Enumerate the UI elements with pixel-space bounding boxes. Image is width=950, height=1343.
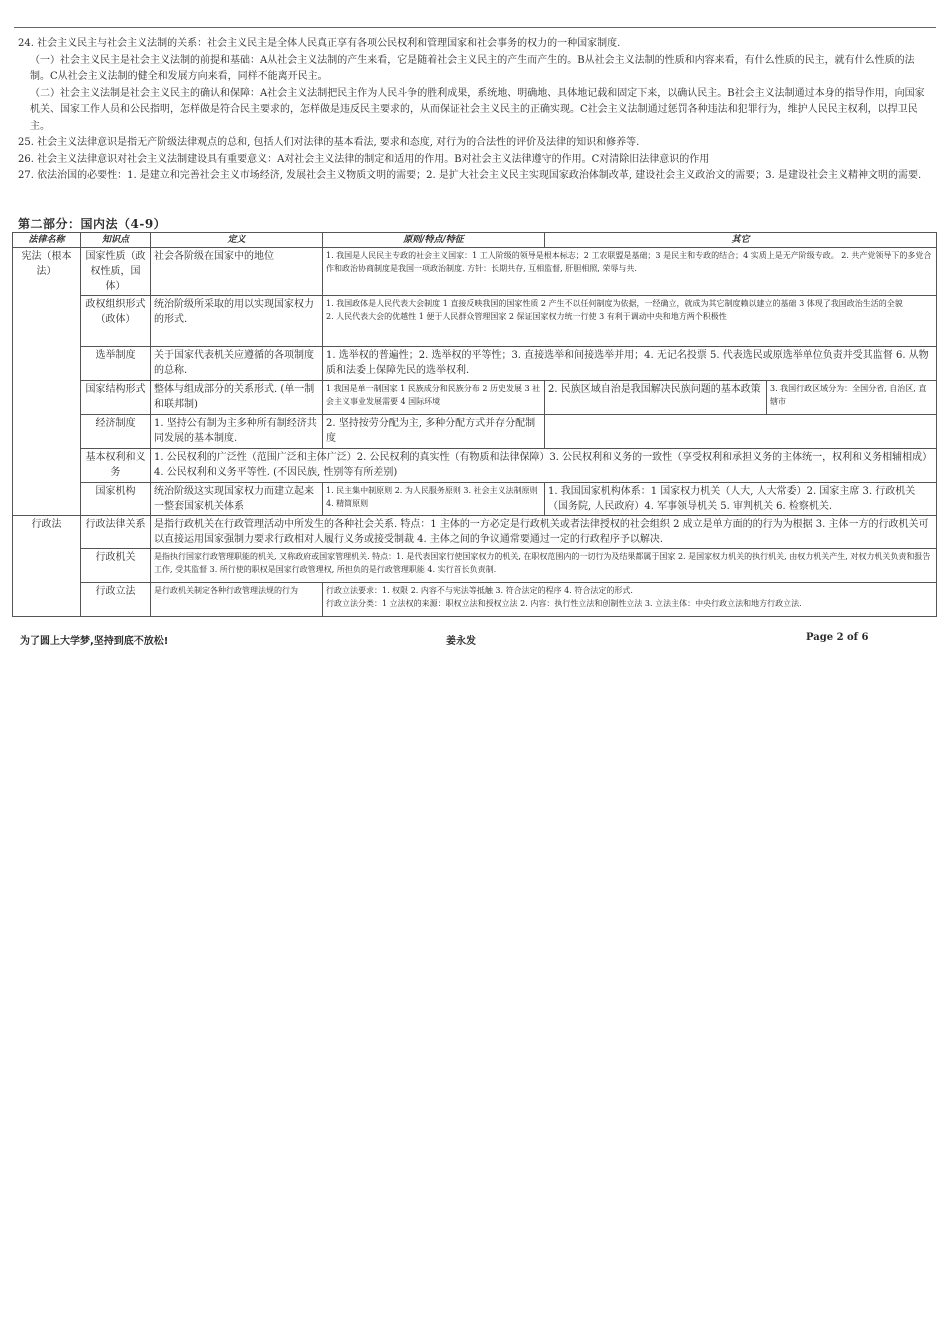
- detail-cell: 2. 民族区域自治是我国解决民族问题的基本政策: [545, 381, 767, 415]
- table-header-row: [13, 233, 937, 248]
- header-topic: 知识点: [81, 233, 151, 248]
- detail-line: 2. 人民代表大会的优越性 1 便于人民群众管理国家 2 保证国家权力统一行使 3 有利于调动中央和地方两个积极性: [326, 312, 727, 321]
- detail-cell: [323, 296, 937, 347]
- table-row: [13, 296, 937, 347]
- footer-author: 姜永发: [446, 636, 476, 647]
- table-row: [13, 248, 937, 296]
- table-row: [13, 415, 937, 449]
- paragraph-24: 24. 社会主义民主与社会主义法制的关系：社会主义民主是全体人民真正享有各项公民权利和管理国家和社会事务的权力的一种国家制度.: [18, 38, 621, 49]
- law-name-administrative: 行政法: [13, 516, 81, 617]
- paragraph-25: 25. 社会主义法律意识是指无产阶级法律观点的总和, 包括人们对法律的基本看法, 要求和态度, 对行为的合法性的评价及法律的知识和修养等.: [18, 137, 640, 148]
- paragraph-26: 26. 社会主义法律意识对社会主义法制建设具有重要意义：A对社会主义法律的制定和适用的作用。B对社会主义法律遵守的作用。C对清除旧法律意识的作用: [18, 153, 710, 165]
- topic-cell: 基本权利和义务: [81, 449, 151, 483]
- definition-cell: 统治阶级这实现国家权力而建立起来一整套国家机关体系: [151, 483, 323, 516]
- detail-cell: 3. 我国行政区域分为：全国分省, 自治区, 直辖市: [767, 381, 937, 415]
- footer-page-number: Page 2 of 6: [806, 632, 869, 643]
- header-rule: [14, 27, 936, 28]
- detail-cell: 1. 我国是人民民主专政的社会主义国家：1 工人阶级的领导是根本标志；2 工农联盟是基础；3 是民主和专政的结合；4 实质上是无产阶级专政。 2. 共产党领导下的多党合作和政治协商制度是我国一项政治制度. 方针：长期共存, 互相监督, 肝胆相照, 荣辱与共.: [323, 248, 937, 296]
- topic-cell: 经济制度: [81, 415, 151, 449]
- definition-cell: 整体与组成部分的关系形式. (单一制和联邦制): [151, 381, 323, 415]
- detail-cell: 1. 公民权利的广泛性（范围广泛和主体广泛）2. 公民权利的真实性（有物质和法律保障）3. 公民权利和义务的一致性（享受权利和承担义务的主体统一，权利和义务相辅相成）4. 公民权利和义务平等性. (不因民族, 性别等有所差别): [151, 449, 937, 483]
- table-row: [13, 381, 937, 415]
- table-row: [13, 449, 937, 483]
- paragraph-24b: （二）社会主义法制是社会主义民主的确认和保障：A社会主义法制把民主作为人民斗争的胜利成果，系统地、明确地、具体地记载和固定下来，以确认民主。B社会主义法制通过本身的指导作用，向国家机关、国家工作人员和公民指明，怎样做是符合民主要求的，怎样做是违反民主要求的，从而保证社会主义民主的正确实现。C社会主义法制通过惩罚各种违法和犯罪行为，维护人民民主权利，以捍卫民主。: [30, 87, 925, 132]
- topic-cell: 行政机关: [81, 549, 151, 583]
- detail-cell: 1. 民主集中制原则 2. 为人民服务原则 3. 社会主义法制原则 4. 精简原则: [323, 483, 545, 516]
- table-row: [13, 583, 937, 617]
- detail-line: 行政立法分类：1 立法权的来源：职权立法和授权立法 2. 内容：执行性立法和创制性立法 3. 立法主体：中央行政立法和地方行政立法.: [326, 599, 802, 608]
- detail-cell: 1 我国是单一制国家 1 民族成分和民族分布 2 历史发展 3 社会主义事业发展需要 4 国际环境: [323, 381, 545, 415]
- paragraph-27: 27. 依法治国的必要性：1. 是建立和完善社会主义市场经济, 发展社会主义物质文明的需要；2. 是扩大社会主义民主实现国家政治体制改革, 建设社会主义政治文的需要；3. 是建设社会主义精神文明的需要.: [18, 170, 922, 181]
- topic-cell: 选举制度: [81, 347, 151, 381]
- section-title: 第二部分：国内法（4-9）: [18, 217, 167, 231]
- definition-cell: 关于国家代表机关应遵循的各项制度的总称.: [151, 347, 323, 381]
- detail-cell: [323, 583, 937, 617]
- table-row: [13, 483, 937, 516]
- detail-cell: 2. 坚持按劳分配为主, 多种分配方式并存分配制度: [323, 415, 545, 449]
- header-other: 其它: [545, 233, 937, 248]
- topic-cell: 国家性质（政权性质，国体）: [81, 248, 151, 296]
- definition-cell: 社会各阶级在国家中的地位: [151, 248, 323, 296]
- table-row: [13, 347, 937, 381]
- detail-line: 1. 我国政体是人民代表大会制度 1 直接反映我国的国家性质 2 产生不以任何制度为依据，一经确立，就成为其它制度赖以建立的基础 3 体现了我国政治生活的全貌: [326, 299, 903, 308]
- header-principles: 原则/特点/特征: [323, 233, 545, 248]
- detail-line: 行政立法要求：1. 权限 2. 内容不与宪法等抵触 3. 符合法定的程序 4. 符合法定的形式.: [326, 586, 633, 595]
- topic-cell: 国家结构形式: [81, 381, 151, 415]
- definition-cell: 1. 坚持公有制为主多种所有制经济共同发展的基本制度.: [151, 415, 323, 449]
- detail-cell: 1. 我国国家机构体系：1 国家权力机关（人大, 人大常委）2. 国家主席 3. 行政机关（国务院, 人民政府）4. 军事领导机关 5. 审判机关 6. 检察机关.: [545, 483, 937, 516]
- table-row: [13, 549, 937, 583]
- law-name-constitution: 宪法（根本法）: [13, 248, 81, 516]
- detail-cell: 1. 选举权的普遍性；2. 选举权的平等性；3. 直接选举和间接选举并用；4. 无记名投票 5. 代表选民或原选举单位负责并受其监督 6. 从物质和法委上保障先民的选举权利.: [323, 347, 937, 381]
- text-section: [18, 36, 934, 185]
- definition-cell: 是行政机关制定各种行政管理法规的行为: [151, 583, 323, 617]
- detail-cell: 是指行政机关在行政管理活动中所发生的各种社会关系. 特点：1 主体的一方必定是行政机关或者法律授权的社会组织 2 成立是单方面的的行为为根据 3. 主体一方的行政机关可以直接运用国家强制力要求行政相对人履行义务或接受制裁 4. 主体之间的争议通常要通过一定的行政程序予以解决.: [151, 516, 937, 549]
- law-table: [12, 232, 937, 617]
- header-definition: 定义: [151, 233, 323, 248]
- definition-cell: 统治阶级所采取的用以实现国家权力的形式.: [151, 296, 323, 347]
- detail-cell: [545, 415, 937, 449]
- topic-cell: 国家机构: [81, 483, 151, 516]
- table-row: [13, 516, 937, 549]
- detail-cell: 是指执行国家行政管理职能的机关, 又称政府或国家管理机关. 特点：1. 是代表国家行使国家权力的机关, 在职权范围内的一切行为及结果都属于国家 2. 是国家权力机关的执行机关, 由权力机关产生, 对权力机关负责和报告工作, 受其监督 3. 所行使的职权是国家行政管理权, 所担负的是行政管理职能 4. 实行首长负责制.: [151, 549, 937, 583]
- footer-motto: 为了圆上大学梦,坚持到底不放松!: [20, 636, 169, 647]
- topic-cell: 政权组织形式（政体）: [81, 296, 151, 347]
- paragraph-24a: （一）社会主义民主是社会主义法制的前提和基础：A从社会主义法制的产生来看，它是随着社会主义民主的产生而产生的。B从社会主义法制的性质和内容来看，有什么性质的民主，就有什么性质的法制。C从社会主义法制的健全和发展方向来看，同样不能离开民主。: [30, 54, 915, 82]
- topic-cell: 行政法律关系: [81, 516, 151, 549]
- topic-cell: 行政立法: [81, 583, 151, 617]
- header-law-name: 法律名称: [13, 233, 81, 248]
